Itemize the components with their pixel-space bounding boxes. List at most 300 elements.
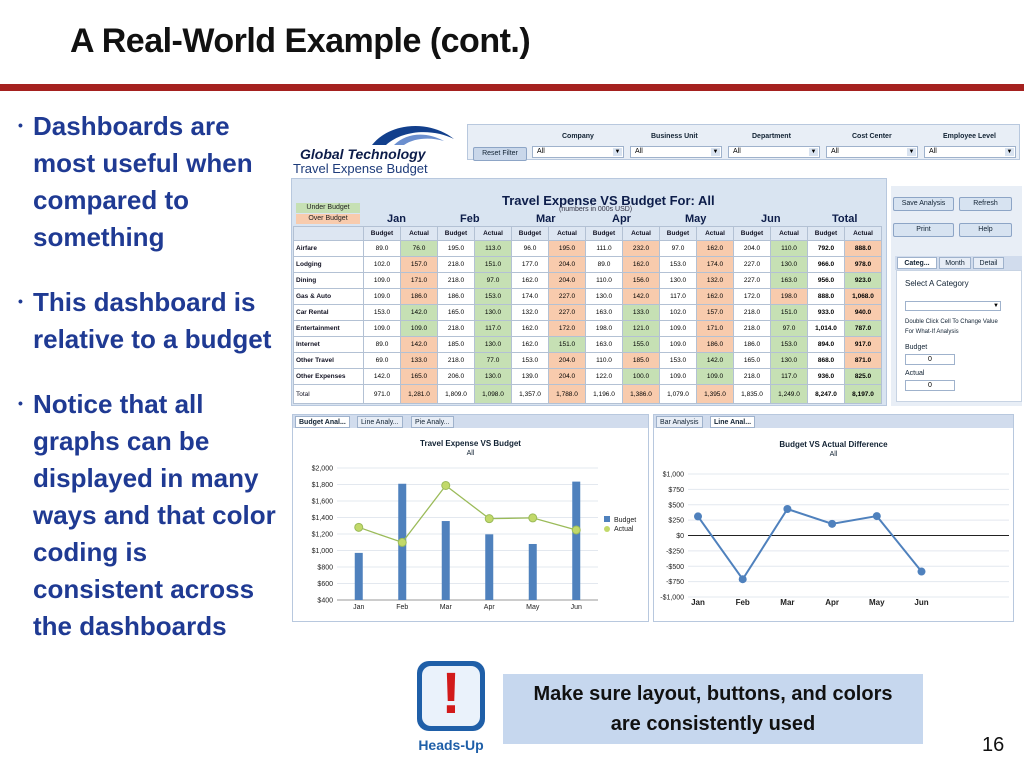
- y-tick-label: $2,000: [311, 465, 333, 473]
- left-chart-subtitle: All: [466, 450, 475, 457]
- table-cell[interactable]: 917.0: [845, 337, 882, 353]
- table-cell[interactable]: 163.0: [586, 305, 623, 321]
- table-cell[interactable]: 130.0: [660, 273, 697, 289]
- tab-category[interactable]: Categ...: [897, 257, 937, 269]
- table-cell[interactable]: 792.0: [808, 241, 845, 257]
- column-header: Actual: [697, 227, 734, 241]
- table-cell[interactable]: 133.0: [623, 305, 660, 321]
- table-cell[interactable]: 132.0: [697, 273, 734, 289]
- table-cell[interactable]: 195.0: [438, 241, 475, 257]
- table-cell[interactable]: 157.0: [697, 305, 734, 321]
- table-cell[interactable]: 163.0: [586, 337, 623, 353]
- table-cell[interactable]: 162.0: [697, 289, 734, 305]
- actual-point: [529, 514, 537, 522]
- heads-up-badge: [411, 658, 491, 758]
- table-cell[interactable]: 102.0: [660, 305, 697, 321]
- actual-label: Actual: [905, 370, 925, 377]
- table-cell[interactable]: 204.0: [734, 241, 771, 257]
- column-header: Budget: [512, 227, 549, 241]
- table-cell[interactable]: 109.0: [660, 337, 697, 353]
- table-cell[interactable]: 185.0: [623, 353, 660, 369]
- department-select-value: All: [733, 148, 741, 155]
- category-select[interactable]: [905, 301, 1001, 311]
- table-row: [294, 321, 882, 337]
- x-tick-label: Jun: [570, 604, 582, 611]
- table-cell[interactable]: 185.0: [438, 337, 475, 353]
- table-cell[interactable]: 227.0: [549, 305, 586, 321]
- table-cell[interactable]: 122.0: [586, 369, 623, 385]
- company-logo: [294, 123, 464, 163]
- row-label: Entertainment: [294, 321, 364, 337]
- column-header: Actual: [845, 227, 882, 241]
- x-tick-label: May: [869, 598, 885, 607]
- x-tick-label: Mar: [439, 604, 452, 611]
- select-category-label: Select A Category: [905, 279, 969, 288]
- table-cell[interactable]: 218.0: [438, 321, 475, 337]
- table-cell[interactable]: 218.0: [438, 273, 475, 289]
- table-cell[interactable]: 888.0: [845, 241, 882, 257]
- x-tick-label: Jan: [691, 598, 705, 607]
- y-tick-label: $250: [668, 517, 684, 525]
- table-cell[interactable]: 227.0: [734, 273, 771, 289]
- table-cell[interactable]: 153.0: [771, 337, 808, 353]
- table-cell[interactable]: 8,247.0: [808, 385, 845, 404]
- x-tick-label: Apr: [483, 604, 495, 611]
- bullet-text: This dashboard is relative to a budget: [33, 287, 272, 354]
- table-cell[interactable]: 871.0: [845, 353, 882, 369]
- actual-input[interactable]: 0: [905, 380, 955, 391]
- table-cell[interactable]: 1,098.0: [475, 385, 512, 404]
- business-unit-select[interactable]: [630, 146, 722, 158]
- budget-bar: [442, 521, 450, 600]
- table-cell[interactable]: 109.0: [401, 321, 438, 337]
- x-tick-label: Mar: [780, 598, 795, 607]
- table-cell[interactable]: 206.0: [438, 369, 475, 385]
- table-cell[interactable]: 1,068.0: [845, 289, 882, 305]
- table-cell[interactable]: 787.0: [845, 321, 882, 337]
- table-cell[interactable]: 110.0: [771, 241, 808, 257]
- table-cell[interactable]: 218.0: [438, 353, 475, 369]
- legend-under-budget: Under Budget: [296, 203, 360, 213]
- tab-line-analysis[interactable]: Line Analy...: [357, 416, 403, 428]
- table-cell[interactable]: 153.0: [364, 305, 401, 321]
- table-cell[interactable]: 110.0: [586, 353, 623, 369]
- tab-pie-analysis[interactable]: Pie Analy...: [411, 416, 454, 428]
- column-header: Actual: [549, 227, 586, 241]
- table-cell[interactable]: 153.0: [660, 257, 697, 273]
- table-cell[interactable]: 174.0: [512, 289, 549, 305]
- y-tick-label: $400: [317, 597, 333, 605]
- column-header: Actual: [623, 227, 660, 241]
- table-cell[interactable]: 151.0: [549, 337, 586, 353]
- table-cell[interactable]: 142.0: [697, 353, 734, 369]
- table-cell[interactable]: 163.0: [771, 273, 808, 289]
- heads-up-symbol: !: [441, 661, 461, 726]
- table-cell[interactable]: 227.0: [734, 257, 771, 273]
- table-cell[interactable]: 204.0: [549, 369, 586, 385]
- table-cell[interactable]: 165.0: [438, 305, 475, 321]
- save-analysis-button[interactable]: Save Analysis: [893, 197, 954, 211]
- table-cell[interactable]: 89.0: [364, 337, 401, 353]
- month-header: Jan: [387, 213, 406, 225]
- table-cell[interactable]: 117.0: [660, 289, 697, 305]
- table-cell[interactable]: 218.0: [438, 257, 475, 273]
- table-cell[interactable]: 165.0: [734, 353, 771, 369]
- table-cell[interactable]: 165.0: [401, 369, 438, 385]
- table-cell[interactable]: 1,249.0: [771, 385, 808, 404]
- actual-point: [355, 523, 363, 531]
- y-tick-label: $1,000: [311, 548, 333, 555]
- company-select[interactable]: [532, 146, 624, 158]
- table-cell[interactable]: 1,395.0: [697, 385, 734, 404]
- table-cell[interactable]: 933.0: [808, 305, 845, 321]
- table-cell[interactable]: 204.0: [549, 257, 586, 273]
- table-cell[interactable]: 96.0: [512, 241, 549, 257]
- chevron-down-icon: ▼: [712, 149, 719, 155]
- right-chart-panel: [653, 414, 1014, 622]
- filter-label-employee-level: Employee Level: [943, 133, 996, 140]
- difference-point: [739, 575, 747, 583]
- filter-bar: [467, 124, 1020, 160]
- row-label: Gas & Auto: [294, 289, 364, 305]
- table-cell[interactable]: 186.0: [401, 289, 438, 305]
- table-cell[interactable]: 97.0: [475, 273, 512, 289]
- y-tick-label: $800: [317, 564, 333, 572]
- filter-label-business-unit: Business Unit: [651, 133, 698, 140]
- page-number: 16: [982, 734, 1005, 756]
- chevron-down-icon: ▼: [810, 149, 817, 155]
- legend-actual-label: Actual: [614, 526, 634, 533]
- dashboard-subtitle: Travel Expense Budget: [293, 161, 428, 176]
- column-header: Budget: [438, 227, 475, 241]
- bullet-item: [18, 284, 280, 358]
- table-cell[interactable]: 1,281.0: [401, 385, 438, 404]
- side-tab-bar: [895, 256, 1022, 270]
- table-cell[interactable]: 894.0: [808, 337, 845, 353]
- table-cell[interactable]: 153.0: [660, 353, 697, 369]
- table-cell[interactable]: 177.0: [512, 257, 549, 273]
- table-cell[interactable]: 936.0: [808, 369, 845, 385]
- table-cell[interactable]: 162.0: [512, 273, 549, 289]
- table-row: [294, 369, 882, 385]
- row-label: Internet: [294, 337, 364, 353]
- difference-point: [918, 568, 926, 576]
- column-header: Budget: [586, 227, 623, 241]
- table-cell[interactable]: 868.0: [808, 353, 845, 369]
- month-header: May: [685, 213, 707, 225]
- total-row: [294, 385, 882, 404]
- table-cell[interactable]: 1,357.0: [512, 385, 549, 404]
- table-cell[interactable]: 151.0: [475, 257, 512, 273]
- row-label: Airfare: [294, 241, 364, 257]
- table-cell[interactable]: 8,197.0: [845, 385, 882, 404]
- reset-filter-button[interactable]: Reset Filter: [473, 147, 527, 161]
- table-cell[interactable]: 218.0: [734, 305, 771, 321]
- print-button[interactable]: Print: [893, 223, 954, 237]
- table-cell[interactable]: 142.0: [401, 337, 438, 353]
- legend-actual-swatch: [604, 526, 610, 532]
- company-select-value: All: [537, 148, 545, 155]
- table-cell[interactable]: 153.0: [512, 353, 549, 369]
- table-cell[interactable]: 110.0: [586, 273, 623, 289]
- tab-detail[interactable]: Detail: [973, 257, 1004, 269]
- y-tick-label: -$500: [666, 563, 684, 571]
- table-cell[interactable]: 940.0: [845, 305, 882, 321]
- table-cell[interactable]: 76.0: [401, 241, 438, 257]
- table-cell[interactable]: 172.0: [734, 289, 771, 305]
- table-cell[interactable]: 130.0: [771, 257, 808, 273]
- table-cell[interactable]: 204.0: [549, 353, 586, 369]
- x-tick-label: May: [526, 604, 540, 611]
- table-cell[interactable]: 186.0: [438, 289, 475, 305]
- tab-budget-analysis[interactable]: Budget Anal...: [295, 416, 350, 428]
- slide-title: A Real-World Example (cont.): [70, 22, 531, 60]
- month-header: Apr: [612, 213, 631, 225]
- y-tick-label: $1,400: [311, 515, 333, 522]
- logo-swoosh-icon: [294, 123, 464, 147]
- table-cell[interactable]: 113.0: [475, 241, 512, 257]
- y-tick-label: -$1,000: [660, 594, 684, 602]
- employee-level-select-value: All: [929, 148, 937, 155]
- table-cell[interactable]: 825.0: [845, 369, 882, 385]
- budget-input[interactable]: 0: [905, 354, 955, 365]
- table-cell[interactable]: 100.0: [623, 369, 660, 385]
- table-cell[interactable]: 111.0: [586, 241, 623, 257]
- table-cell[interactable]: 109.0: [364, 289, 401, 305]
- cost-center-select[interactable]: [826, 146, 918, 158]
- table-cell[interactable]: 142.0: [623, 289, 660, 305]
- y-tick-label: $1,000: [662, 471, 684, 479]
- table-row: [294, 337, 882, 353]
- month-header: Total: [832, 213, 858, 225]
- row-label: Other Travel: [294, 353, 364, 369]
- table-cell[interactable]: 162.0: [697, 241, 734, 257]
- difference-point: [783, 505, 791, 513]
- bullet-dot: •: [18, 293, 23, 309]
- table-cell[interactable]: 130.0: [475, 305, 512, 321]
- table-cell[interactable]: 1,835.0: [734, 385, 771, 404]
- table-cell[interactable]: 162.0: [512, 321, 549, 337]
- callout-box: [503, 674, 923, 744]
- column-header: Actual: [771, 227, 808, 241]
- table-cell[interactable]: 172.0: [549, 321, 586, 337]
- bullet-text: Dashboards are most useful when compared to something: [33, 111, 253, 252]
- table-cell[interactable]: 130.0: [586, 289, 623, 305]
- budget-bar: [572, 482, 580, 600]
- row-label: Dining: [294, 273, 364, 289]
- x-tick-label: Apr: [825, 598, 839, 607]
- right-chart-title: Budget VS Actual Difference: [779, 440, 888, 449]
- row-label: Lodging: [294, 257, 364, 273]
- table-cell[interactable]: 1,014.0: [808, 321, 845, 337]
- table-cell[interactable]: 117.0: [771, 369, 808, 385]
- tab-line-analysis-right[interactable]: Line Anal...: [710, 416, 755, 428]
- cost-center-select-value: All: [831, 148, 839, 155]
- table-cell[interactable]: 232.0: [623, 241, 660, 257]
- refresh-button[interactable]: Refresh: [959, 197, 1012, 211]
- department-select[interactable]: [728, 146, 820, 158]
- table-cell[interactable]: 956.0: [808, 273, 845, 289]
- table-cell[interactable]: 978.0: [845, 257, 882, 273]
- table-cell[interactable]: 1,386.0: [623, 385, 660, 404]
- budget-bar: [355, 553, 363, 600]
- tab-month[interactable]: Month: [939, 257, 971, 269]
- table-cell[interactable]: 971.0: [364, 385, 401, 404]
- table-cell[interactable]: 77.0: [475, 353, 512, 369]
- table-cell[interactable]: 186.0: [697, 337, 734, 353]
- table-cell[interactable]: 89.0: [586, 257, 623, 273]
- table-cell[interactable]: 142.0: [364, 369, 401, 385]
- table-cell[interactable]: 130.0: [771, 353, 808, 369]
- chevron-down-icon: ▼: [908, 149, 915, 155]
- y-tick-label: $1,600: [311, 498, 333, 506]
- budget-bar: [485, 534, 493, 600]
- what-if-hint: Double Click Cell To Change Value For What-If Analysis: [905, 319, 998, 335]
- table-cell[interactable]: 195.0: [549, 241, 586, 257]
- column-header: Budget: [364, 227, 401, 241]
- table-cell[interactable]: 227.0: [549, 289, 586, 305]
- column-header: Actual: [401, 227, 438, 241]
- table-cell[interactable]: 89.0: [364, 241, 401, 257]
- table-cell[interactable]: 97.0: [660, 241, 697, 257]
- table-cell[interactable]: 198.0: [771, 289, 808, 305]
- row-label: Car Rental: [294, 305, 364, 321]
- table-cell[interactable]: 109.0: [364, 273, 401, 289]
- table-cell[interactable]: 155.0: [623, 337, 660, 353]
- y-tick-label: $750: [668, 486, 684, 494]
- table-cell[interactable]: 130.0: [475, 369, 512, 385]
- y-tick-label: $500: [668, 502, 684, 510]
- filter-label-company: Company: [562, 133, 594, 140]
- difference-point: [694, 512, 702, 520]
- table-row: [294, 289, 882, 305]
- table-row: [294, 273, 882, 289]
- filter-label-department: Department: [752, 133, 791, 140]
- logo-text: Global Technology: [300, 146, 426, 162]
- business-unit-select-value: All: [635, 148, 643, 155]
- table-row: [294, 257, 882, 273]
- table-cell[interactable]: 218.0: [734, 321, 771, 337]
- row-label: Total: [294, 385, 364, 404]
- column-header: Actual: [475, 227, 512, 241]
- x-tick-label: Jun: [914, 598, 929, 607]
- legend-budget-swatch: [604, 516, 610, 522]
- table-cell[interactable]: 888.0: [808, 289, 845, 305]
- table-cell[interactable]: 162.0: [623, 257, 660, 273]
- table-cell[interactable]: 153.0: [475, 289, 512, 305]
- budget-actual-chart: [293, 415, 650, 623]
- difference-line: [698, 509, 922, 579]
- legend-budget-label: Budget: [614, 517, 637, 524]
- bullet-list: [18, 108, 280, 673]
- table-cell[interactable]: 162.0: [512, 337, 549, 353]
- tab-bar-analysis[interactable]: Bar Analysis: [656, 416, 703, 428]
- difference-chart: [654, 415, 1015, 623]
- table-cell[interactable]: 1,079.0: [660, 385, 697, 404]
- table-cell[interactable]: 923.0: [845, 273, 882, 289]
- table-cell[interactable]: 139.0: [512, 369, 549, 385]
- table-cell[interactable]: 218.0: [734, 369, 771, 385]
- bullet-dot: •: [18, 395, 23, 411]
- table-cell[interactable]: 97.0: [771, 321, 808, 337]
- table-corner: [294, 227, 364, 241]
- budget-label: Budget: [905, 344, 928, 351]
- table-cell[interactable]: 69.0: [364, 353, 401, 369]
- table-cell[interactable]: 109.0: [660, 369, 697, 385]
- x-tick-label: Jan: [353, 604, 365, 611]
- budget-table-panel: [291, 178, 887, 406]
- y-tick-label: $600: [317, 581, 333, 588]
- table-cell[interactable]: 966.0: [808, 257, 845, 273]
- chevron-down-icon: ▼: [614, 149, 621, 155]
- help-button[interactable]: Help: [959, 223, 1012, 237]
- category-panel: [896, 270, 1022, 402]
- employee-level-select[interactable]: [924, 146, 1016, 158]
- table-row: [294, 241, 882, 257]
- table-row: [294, 353, 882, 369]
- table-cell[interactable]: 151.0: [771, 305, 808, 321]
- table-cell[interactable]: 157.0: [401, 257, 438, 273]
- month-header: Jun: [761, 213, 781, 225]
- legend-over-budget: Over Budget: [296, 214, 360, 224]
- table-cell[interactable]: 174.0: [697, 257, 734, 273]
- actual-point: [398, 538, 406, 546]
- left-chart-panel: [292, 414, 649, 622]
- title-rule: [0, 84, 1024, 91]
- table-cell[interactable]: 1,809.0: [438, 385, 475, 404]
- table-subtitle: (numbers in 000s USD): [559, 206, 633, 213]
- column-header: Budget: [808, 227, 845, 241]
- y-tick-label: -$750: [666, 579, 684, 587]
- bullet-text: Notice that all graphs can be displayed in many ways and that color coding is consistent across the dashboards: [33, 389, 276, 641]
- table-cell[interactable]: 171.0: [401, 273, 438, 289]
- dashboard-screenshot: [291, 121, 1022, 623]
- right-chart-subtitle: All: [829, 451, 838, 458]
- bullet-dot: •: [18, 117, 23, 133]
- y-tick-label: $0: [676, 533, 684, 540]
- table-cell[interactable]: 133.0: [401, 353, 438, 369]
- table-cell[interactable]: 1,196.0: [586, 385, 623, 404]
- table-cell[interactable]: 109.0: [660, 321, 697, 337]
- table-cell[interactable]: 156.0: [623, 273, 660, 289]
- table-cell[interactable]: 121.0: [623, 321, 660, 337]
- column-header: Budget: [734, 227, 771, 241]
- table-cell[interactable]: 142.0: [401, 305, 438, 321]
- table-cell[interactable]: 171.0: [697, 321, 734, 337]
- row-label: Other Expenses: [294, 369, 364, 385]
- table-cell[interactable]: 1,788.0: [549, 385, 586, 404]
- month-header: Feb: [460, 213, 480, 225]
- difference-point: [828, 520, 836, 528]
- filter-label-cost-center: Cost Center: [852, 133, 892, 140]
- y-tick-label: $1,200: [311, 531, 333, 539]
- chevron-down-icon: ▼: [1006, 149, 1013, 155]
- bullet-item: [18, 386, 280, 645]
- table-cell[interactable]: 109.0: [697, 369, 734, 385]
- table-cell[interactable]: 117.0: [475, 321, 512, 337]
- actual-point: [572, 526, 580, 534]
- table-cell[interactable]: 204.0: [549, 273, 586, 289]
- bullet-item: [18, 108, 280, 256]
- table-cell[interactable]: 132.0: [512, 305, 549, 321]
- budget-table: [293, 226, 882, 404]
- budget-bar: [529, 544, 537, 600]
- table-cell[interactable]: 109.0: [364, 321, 401, 337]
- table-cell[interactable]: 102.0: [364, 257, 401, 273]
- table-cell[interactable]: 186.0: [734, 337, 771, 353]
- table-cell[interactable]: 130.0: [475, 337, 512, 353]
- table-cell[interactable]: 198.0: [586, 321, 623, 337]
